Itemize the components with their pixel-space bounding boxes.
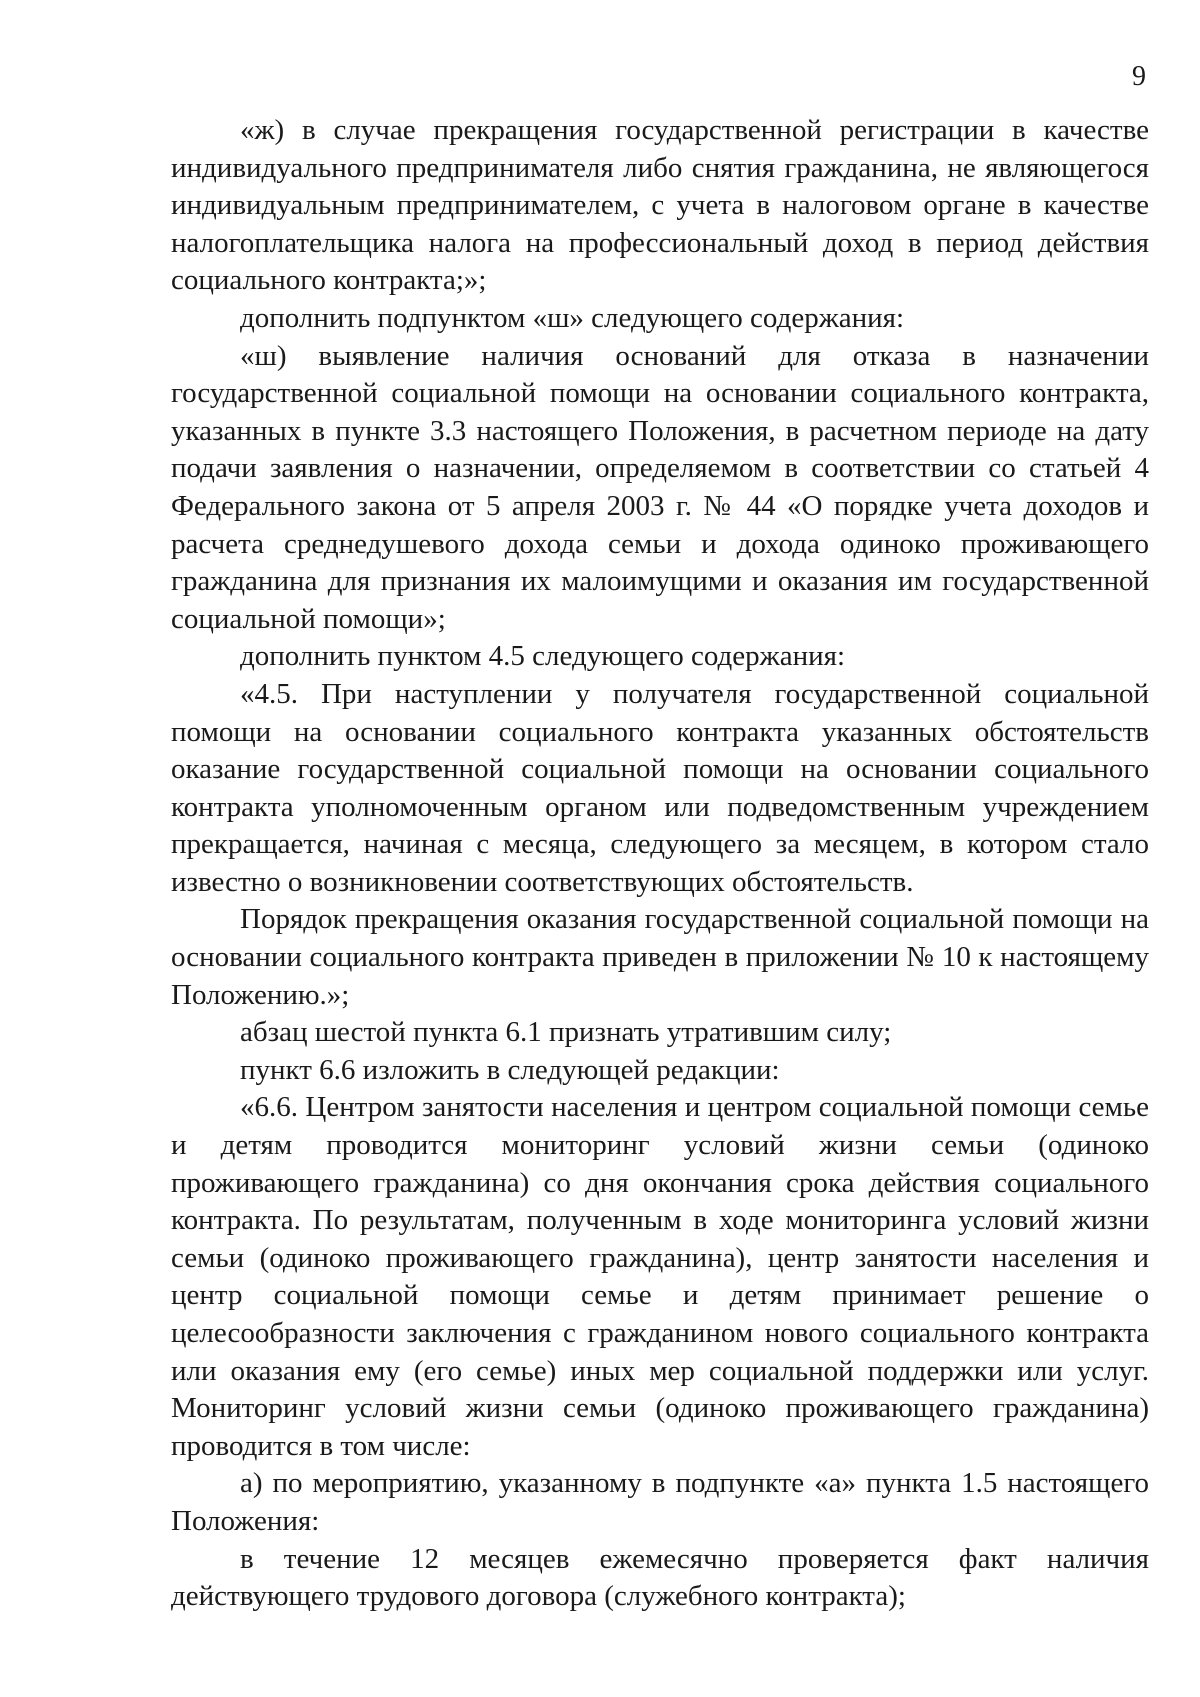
paragraph-subclause-sh: «ш) выявление наличия оснований для отказа в назначении государственной социальной помощи на основании социального контракта, указанных в пункте 3.3 настоящего Положения, в расчетном периоде на дату подачи заявления о назначении, определяемом в соответствии со статьей 4 Федерального закона от 5 апреля 2003 г. № 44 «О порядке учета доходов и расчета среднедушевого дохода семьи и дохода одиноко проживающего гражданина для признания их малоимущими и оказания им государственной социальной помощи»; (171, 339, 1149, 635)
paragraph-subclause-zh: «ж) в случае прекращения государственной регистрации в качестве индивидуального предпринимателя либо снятия гражданина, не являющегося индивидуальным предпринимателем, с учета в налоговом органе в качестве налогоплательщика налога на профессиональный доход в период действия социального контракта;»; (171, 114, 1149, 297)
paragraph-add-clause-4-5-intro: дополнить пунктом 4.5 следующего содержания: (240, 640, 846, 673)
paragraph-clause-4-5: «4.5. При наступлении у получателя государственной социальной помощи на основании социального контракта указанных обстоятельств оказание государственной социальной помощи на основании социального контракта уполномоченным органом или подведомственным учреждением прекращается, начиная с месяца, следующего за месяцем, в котором стало известно о возникновении соответствующих обстоятельств. (171, 677, 1149, 898)
paragraph-clause-6-6: «6.6. Центром занятости населения и центром социальной помощи семье и детям проводится мониторинг условий жизни семьи (одиноко проживающего гражданина) со дня окончания срока действия социального контракта. По результатам, полученным в ходе мониторинга условий жизни семьи (одиноко проживающего гражданина), центр занятости населения и центр социальной помощи семье и детям принимает решение о целесообразности заключения с гражданином нового социального контракта или оказания ему (его семье) иных мер социальной поддержки или услуг. Мониторинг условий жизни семьи (одиноко проживающего гражданина) проводится в том числе: (171, 1091, 1149, 1462)
paragraph-clause-6-6-intro: пункт 6.6 изложить в следующей редакции: (240, 1053, 780, 1086)
paragraph-add-subclause-sh-intro: дополнить подпунктом «ш» следующего содержания: (240, 301, 905, 334)
paragraph-termination-procedure: Порядок прекращения оказания государственной социальной помощи на основании социального контракта приведен в приложении № 10 к настоящему Положению.»; (171, 903, 1149, 1011)
paragraph-item-a: а) по мероприятию, указанному в подпункте «а» пункта 1.5 настоящего Положения: (171, 1467, 1149, 1537)
paragraph-clause-6-1-repeal: абзац шестой пункта 6.1 признать утратившим силу; (240, 1016, 892, 1049)
document-body (171, 112, 1149, 1616)
page-number: 9 (1132, 61, 1146, 92)
paragraph-monthly-check: в течение 12 месяцев ежемесячно проверяется факт наличия действующего трудового договора (служебного контракта); (171, 1542, 1149, 1613)
